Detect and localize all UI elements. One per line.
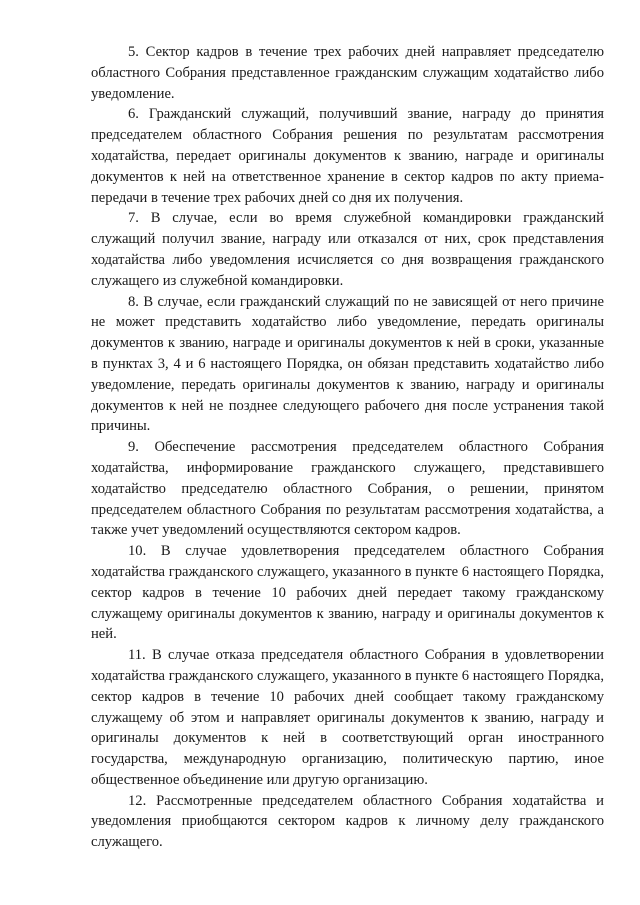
- paragraph-8: 8. В случае, если гражданский служащий по не зависящей от него причине не может представить ходатайство либо уведомление, передать оригиналы документов к званию, награде и оригиналы документов к ней в сроки, указанные в пунктах 3, 4 и 6 настоящего Порядка, он обязан представить ходатайство либо уведомление, передать оригиналы документов к званию, награду и оригиналы документов к ней не позднее следующего рабочего дня после устранения такой причины.: [91, 293, 604, 435]
- paragraph-11: 11. В случае отказа председателя областного Собрания в удовлетворении ходатайства гражданского служащего, указанного в пункте 6 настоящего Порядка, сектор кадров в течение 10 рабочих дней сообщает такому гражданскому служащему об этом и направляет оригиналы документов к званию, награду и оригиналы документов к ней в соответствующий орган иностранного государства, международную организацию, политическую партию, иное общественное объединение или другую организацию.: [91, 647, 604, 788]
- paragraph-9: 9. Обеспечение рассмотрения председателем областного Собрания ходатайства, информирование гражданского служащего, представившего ходатайство председателю областного Собрания, о решении, принятом председателем областного Собрания по результатам рассмотрения ходатайства, а также учет уведомлений осуществляются сектором кадров.: [91, 439, 604, 539]
- paragraph-12: 12. Рассмотренные председателем областного Собрания ходатайства и уведомления приобщаются сектором кадров к личному делу гражданского служащего.: [91, 792, 604, 851]
- paragraph-5: 5. Сектор кадров в течение трех рабочих дней направляет председателю областного Собрания представленное гражданским служащим ходатайство либо уведомление.: [91, 44, 604, 102]
- paragraph-10: 10. В случае удовлетворения председателем областного Собрания ходатайства гражданского служащего, указанного в пункте 6 настоящего Порядка, сектор кадров в течение 10 рабочих дней передает такому гражданскому служащему оригиналы документов к званию, награду и оригиналы документов к ней.: [91, 543, 604, 643]
- paragraph-7: 7. В случае, если во время служебной командировки гражданский служащий получил звание, награду или отказался от них, срок представления ходатайства либо уведомления исчисляется со дня возвращения гражданского служащего из служебной командировки.: [91, 210, 604, 289]
- document-page: [91, 42, 604, 853]
- paragraph-6: 6. Гражданский служащий, получивший звание, награду до принятия председателем областного Собрания решения по результатам рассмотрения ходатайства, передает оригиналы документов к званию, награде и оригиналы документов к ней на ответственное хранение в сектор кадров по акту приема-передачи в течение трех рабочих дней со дня их получения.: [91, 106, 604, 206]
